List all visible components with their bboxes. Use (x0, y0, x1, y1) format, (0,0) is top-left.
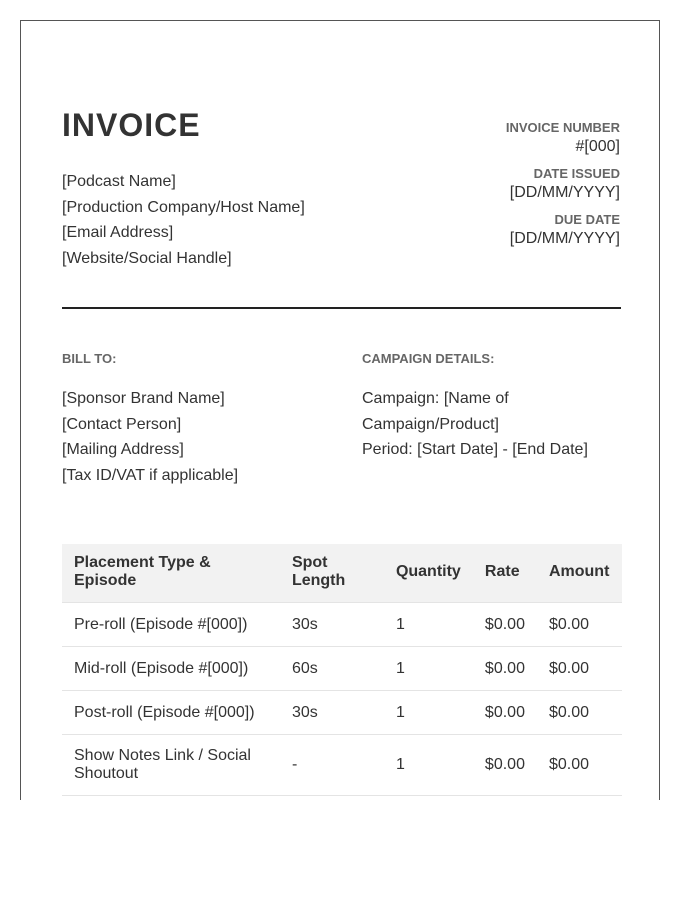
invoice-page (20, 20, 660, 800)
date-issued: [DD/MM/YYYY] (509, 184, 620, 201)
website-handle: [Website/Social Handle] (62, 249, 232, 267)
table-cell: 30s (280, 603, 384, 647)
table-cell: $0.00 (473, 603, 537, 647)
table-row (62, 691, 622, 735)
table-row (62, 735, 622, 796)
table-cell: 60s (280, 647, 384, 691)
invoice-number: #[000] (575, 138, 620, 155)
email-address: [Email Address] (62, 224, 174, 241)
invoice-meta (506, 119, 620, 257)
bill-to-details (62, 386, 238, 488)
table-cell: $0.00 (473, 647, 537, 691)
invoice-number-label: INVOICE NUMBER (505, 120, 620, 135)
table-cell: - (280, 735, 384, 796)
table-cell: $0.00 (473, 691, 537, 735)
table-row (62, 603, 622, 647)
campaign-period: Period: [Start Date] - [End Date] (362, 441, 588, 458)
table-cell: 1 (384, 735, 473, 796)
tax-id: [Tax ID/VAT if applicable] (62, 466, 239, 484)
table-cell: Post-roll (Episode #[000]) (62, 691, 280, 735)
sender-details (62, 169, 305, 271)
campaign-details (362, 386, 622, 463)
table-cell: Pre-roll (Episode #[000]) (62, 603, 280, 647)
table-header-row (62, 544, 622, 603)
date-issued-label: DATE ISSUED (533, 166, 620, 181)
column-header: Spot Length (280, 544, 384, 603)
podcast-name: [Podcast Name] (62, 173, 176, 190)
campaign-details-label: CAMPAIGN DETAILS: (362, 351, 495, 366)
column-header: Quantity (384, 544, 473, 603)
mailing-address: [Mailing Address] (62, 441, 184, 458)
table-row (62, 647, 622, 691)
invoice-title: INVOICE (62, 107, 201, 143)
table-cell: 1 (384, 603, 473, 647)
column-header: Placement Type & Episode (62, 544, 280, 603)
table-cell: 30s (280, 691, 384, 735)
table-cell: Mid-roll (Episode #[000]) (62, 647, 280, 691)
line-items-table (62, 544, 622, 796)
contact-person: [Contact Person] (62, 415, 182, 433)
due-date: [DD/MM/YYYY] (509, 230, 620, 247)
table-cell: Show Notes Link / Social Shoutout (62, 735, 280, 796)
table-cell: $0.00 (473, 735, 537, 796)
column-header: Rate (473, 544, 537, 603)
table-cell: 1 (384, 691, 473, 735)
bill-to-label: BILL TO: (62, 351, 117, 366)
table-cell: $0.00 (537, 691, 622, 735)
table-cell: 1 (384, 647, 473, 691)
header-divider (62, 307, 621, 309)
table-cell: $0.00 (537, 735, 622, 796)
campaign-name: Campaign: [Name of Campaign/Product] (362, 390, 509, 433)
due-date-label: DUE DATE (554, 212, 620, 227)
column-header: Amount (537, 544, 622, 603)
production-company: [Production Company/Host Name] (62, 198, 305, 216)
sponsor-brand-name: [Sponsor Brand Name] (62, 390, 225, 407)
table-cell: $0.00 (537, 603, 622, 647)
table-cell: $0.00 (537, 647, 622, 691)
